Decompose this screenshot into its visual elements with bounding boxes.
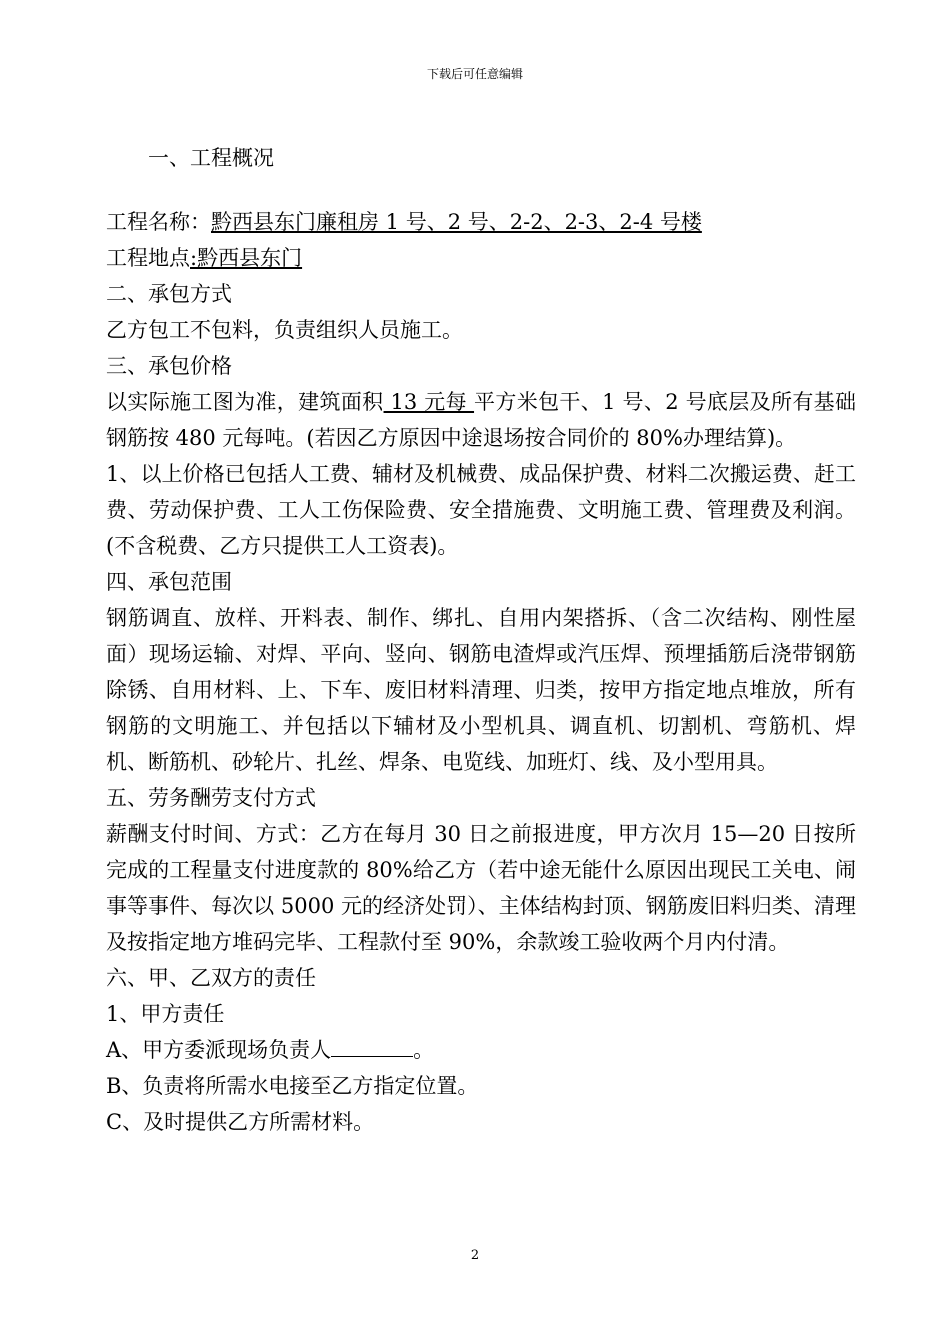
unit-price-value: 13 元每 [383, 390, 475, 414]
project-name-value: 黔西县东门廉租房 1 号、2 号、2-2、2-3、2-4 号楼 [211, 210, 702, 234]
section-2-title: 二、承包方式 [106, 282, 232, 306]
document-body [106, 140, 856, 1140]
section-3-text-part-a: 以实际施工图为准，建筑面积 [106, 390, 384, 414]
page-header-note: 下载后可任意编辑 [426, 67, 523, 81]
section-6-item-a-end: 。 [413, 1038, 435, 1062]
page-number: 2 [470, 1248, 480, 1263]
project-name-line [106, 204, 856, 240]
project-location-line [106, 240, 856, 276]
section-3-text-part-b: 平方米包干、1 号、2 号底层及所有基础钢筋按 480 元每吨。(若因乙方原因中途退场按合同价的 80%办理结算)。 [106, 390, 857, 450]
project-name-label: 工程名称： [106, 210, 211, 234]
section-5-title: 五、劳务酬劳支付方式 [106, 786, 316, 810]
section-5-text: 薪酬支付时间、方式：乙方在每月 30 日之前报进度，甲方次月 15—20 日按所完成的工程量支付进度款的 80%给乙方（若中途无能什么原因出现民工关电、闹事等事件、每次以 5000 元的经济处罚）、主体结构封顶、钢筋废旧料归类、清理及按指定地方堆码完毕、工程款付至 90%，余款竣工验收两个月内付清。 [106, 822, 856, 954]
section-1-title: 一、工程概况 [148, 146, 274, 170]
section-2-text: 乙方包工不包料，负责组织人员施工。 [106, 318, 463, 342]
project-location-value: :黔西县东门 [190, 246, 303, 270]
section-3-item-1: 1、以上价格已包括人工费、辅材及机械费、成品保护费、材料二次搬运费、赶工费、劳动保护费、工人工伤保险费、安全措施费、文明施工费、管理费及利润。(不含税费、乙方只提供工人工资表)。 [106, 462, 856, 558]
section-6-item-a-text: A、甲方委派现场负责人 [106, 1038, 332, 1062]
section-6-sub-1: 1、甲方责任 [106, 1002, 225, 1026]
section-6-item-b: B、负责将所需水电接至乙方指定位置。 [106, 1074, 479, 1098]
project-location-label: 工程地点 [106, 246, 190, 270]
section-4-text: 钢筋调直、放样、开料表、制作、绑扎、自用内架搭拆、（含二次结构、刚性屋面）现场运输、对焊、平向、竖向、钢筋电渣焊或汽压焊、预埋插筋后浇带钢筋除锈、自用材料、上、下车、废旧材料清理、归类，按甲方指定地点堆放，所有钢筋的文明施工、并包括以下辅材及小型机具、调直机、切割机、弯筋机、焊机、断筋机、砂轮片、扎丝、焊条、电览线、加班灯、线、及小型用具。 [106, 606, 856, 774]
section-3-text [106, 384, 856, 456]
responsible-person-blank [331, 1034, 413, 1057]
section-6-item-a [106, 1032, 856, 1068]
section-6-item-c: C、及时提供乙方所需材料。 [106, 1110, 375, 1134]
section-3-title: 三、承包价格 [106, 354, 232, 378]
section-6-title: 六、甲、乙双方的责任 [106, 966, 316, 990]
section-4-title: 四、承包范围 [106, 570, 232, 594]
